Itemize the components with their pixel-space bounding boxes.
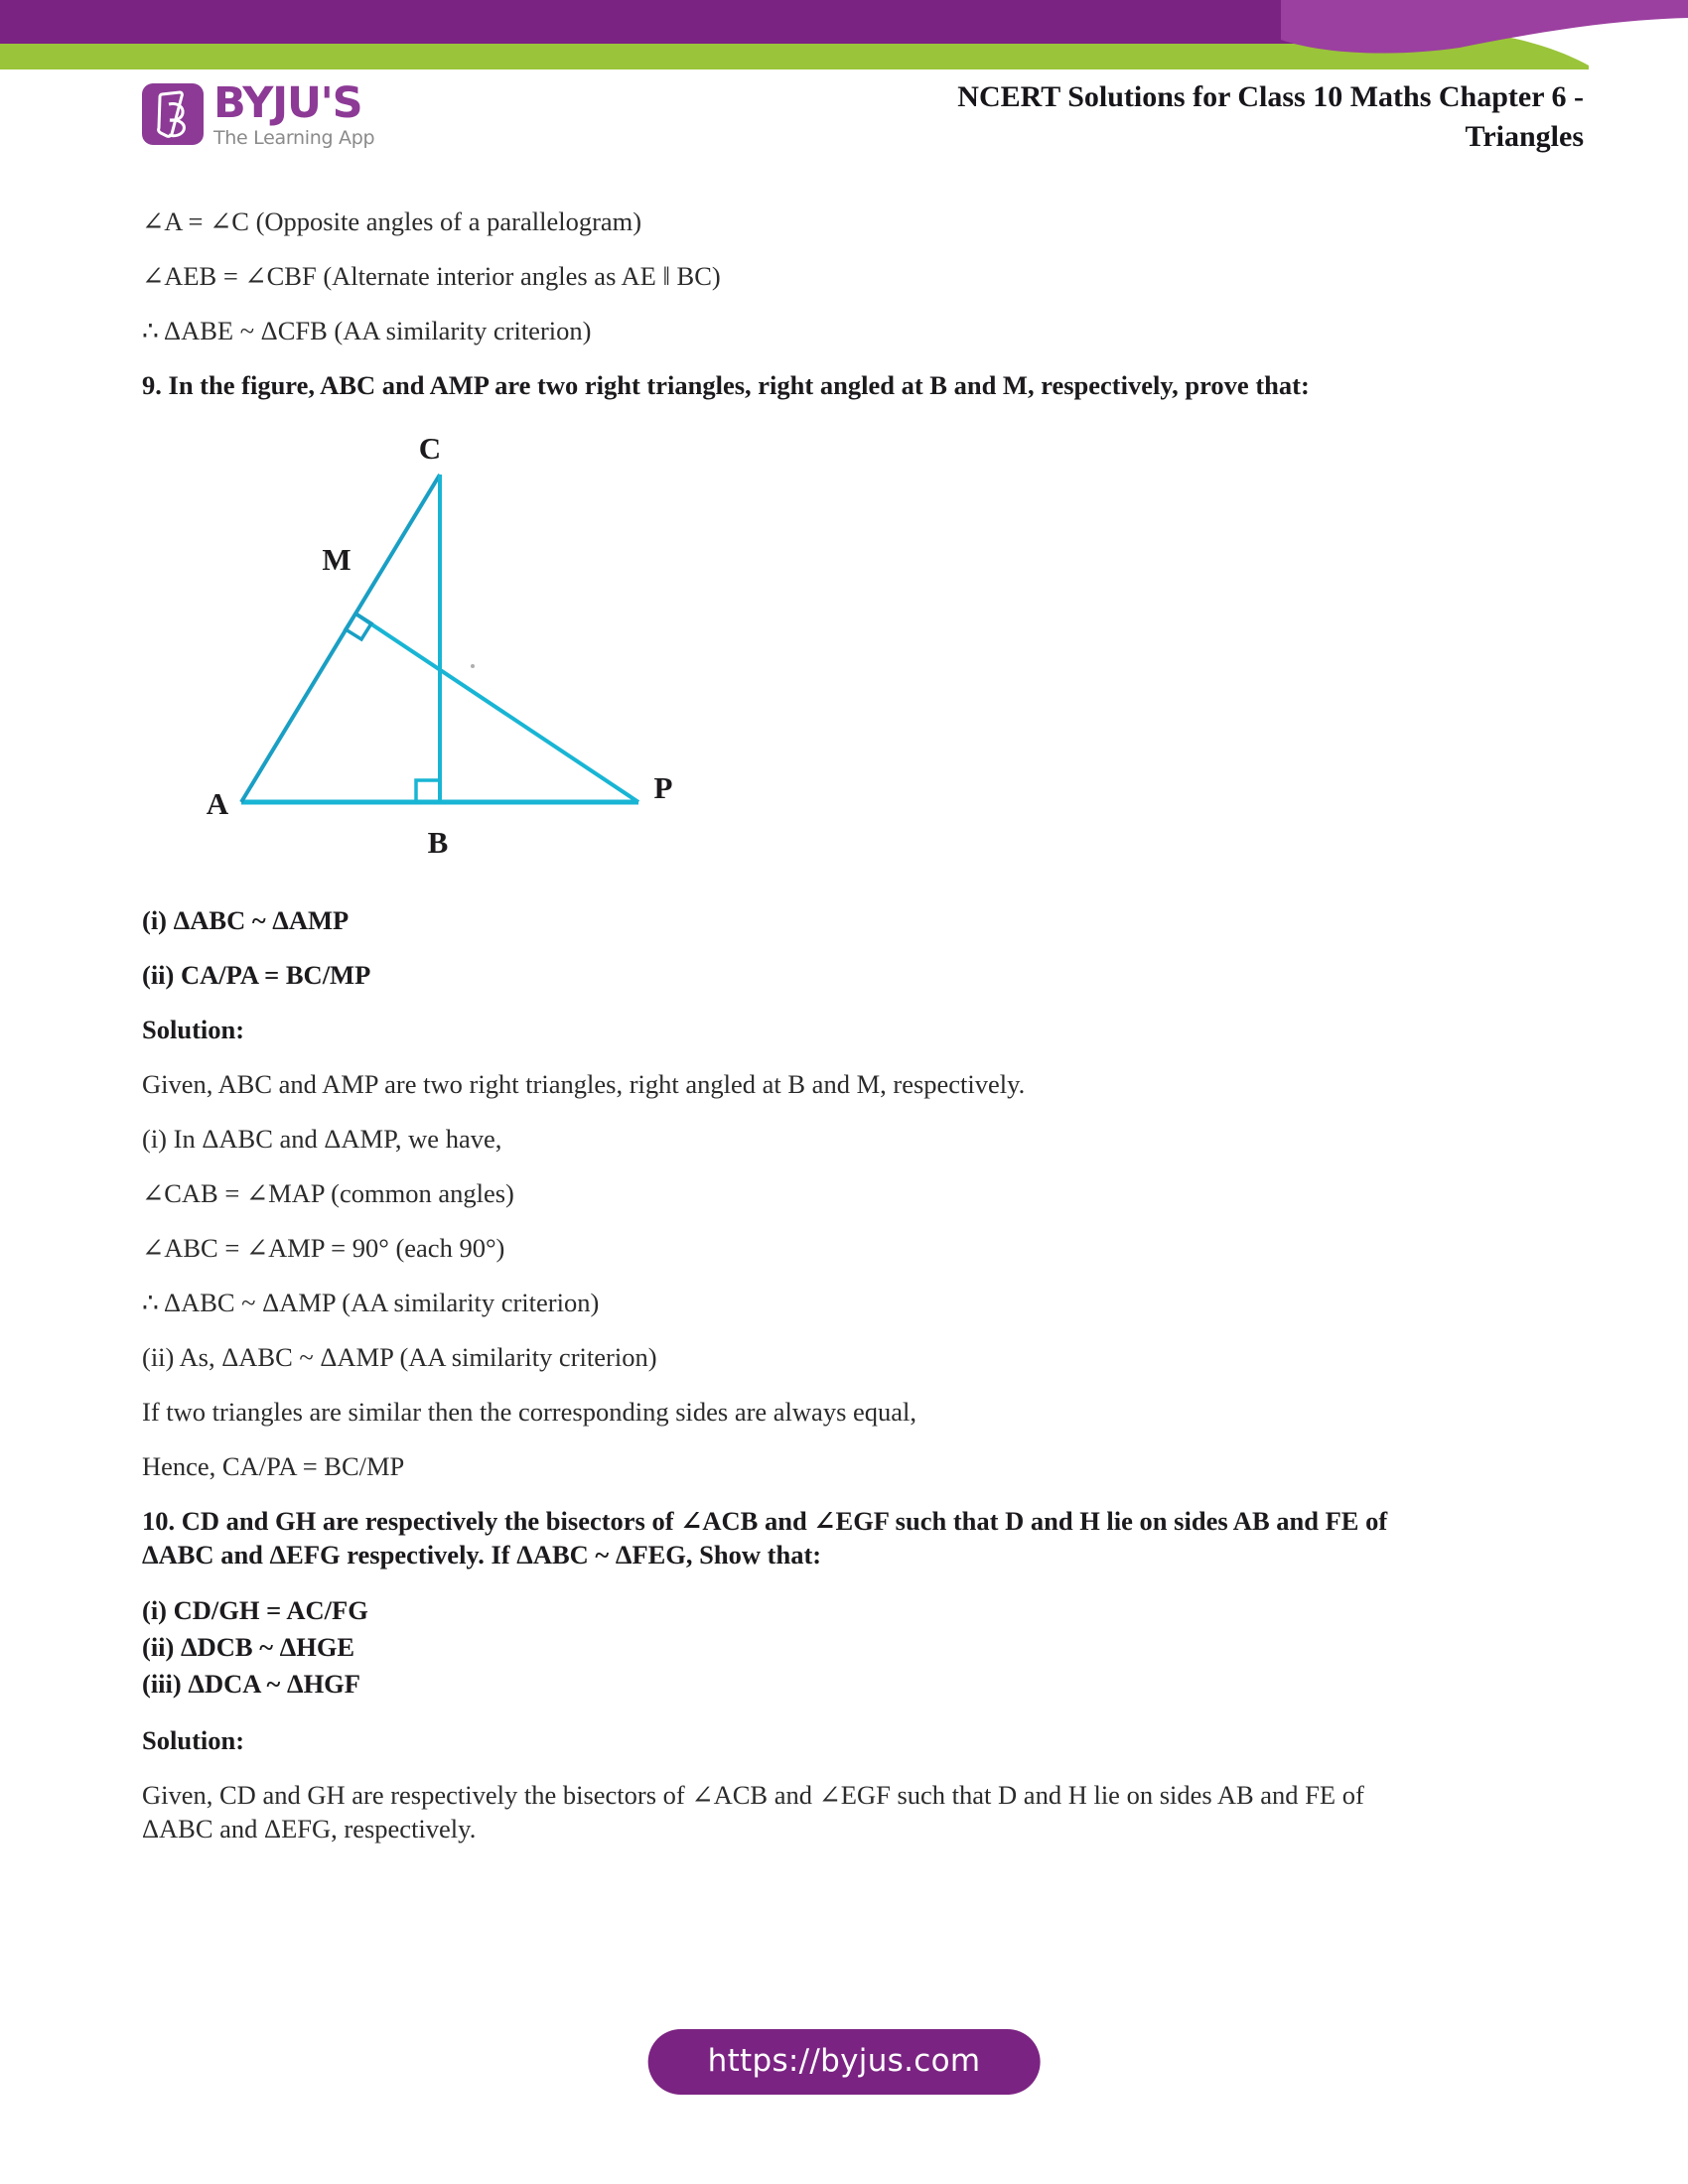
figure-label-P: P	[653, 770, 673, 805]
byjus-url-button[interactable]: https://byjus.com	[648, 2029, 1041, 2095]
header-purple-band	[0, 0, 1688, 48]
logo-tagline: The Learning App	[213, 127, 375, 149]
q9-solution-common-angles: ∠CAB = ∠MAP (common angles)	[142, 1178, 514, 1208]
solution-label-2: Solution:	[142, 1725, 245, 1755]
header-purple-swoosh	[1281, 0, 1688, 54]
q10-part-iii: (iii) ΔDCA ~ ΔHGF	[142, 1669, 360, 1699]
q9-solution-i-intro: (i) In ΔABC and ΔAMP, we have,	[142, 1124, 502, 1154]
q9-solution-ii-intro: (ii) As, ΔABC ~ ΔAMP (AA similarity criterion)	[142, 1342, 657, 1372]
page-title-line1: NCERT Solutions for Class 10 Maths Chapter 6 -	[957, 80, 1584, 113]
q10-given-line1: Given, CD and GH are respectively the bisectors of ∠ACB and ∠EGF such that D and H lie on sides AB and FE of	[142, 1780, 1364, 1810]
document-body	[142, 205, 1552, 1866]
question-9-heading: 9. In the figure, ABC and AMP are two right triangles, right angled at B and M, respectively, prove that:	[142, 370, 1310, 400]
figure-label-B: B	[427, 825, 449, 860]
byjus-b-logo-icon	[142, 83, 204, 145]
q10-part-i: (i) CD/GH = AC/FG	[142, 1595, 368, 1625]
header-green-band-2	[0, 28, 1534, 58]
figure-label-A: A	[206, 786, 229, 821]
page-footer	[0, 1995, 1688, 2184]
q10-given-line2: ΔABC and ΔEFG, respectively.	[142, 1814, 477, 1843]
q9-solution-conclusion: ∴ ΔABC ~ ΔAMP (AA similarity criterion)	[142, 1288, 600, 1317]
q9-part-ii: (ii) CA/PA = BC/MP	[142, 960, 371, 990]
logo-wordmark	[213, 78, 375, 150]
figure-label-M: M	[322, 542, 352, 577]
figure-label-C: C	[418, 431, 442, 466]
solution-label-1: Solution:	[142, 1015, 245, 1044]
question-10-heading-line1: 10. CD and GH are respectively the bisectors of ∠ACB and ∠EGF such that D and H lie on sides AB and FE of	[142, 1506, 1388, 1536]
q9-given: Given, ABC and AMP are two right triangles, right angled at B and M, respectively.	[142, 1069, 1026, 1099]
q9-solution-right-angles: ∠ABC = ∠AMP = 90° (each 90°)	[142, 1233, 505, 1263]
statement-angle-aeb: ∠AEB = ∠CBF (Alternate interior angles as AE ‖ BC)	[142, 261, 721, 291]
page-title	[829, 77, 1584, 157]
q10-part-ii: (ii) ΔDCB ~ ΔHGE	[142, 1632, 355, 1662]
right-triangles-abc-amp-diagram	[142, 423, 837, 889]
q9-solution-ii-body: If two triangles are similar then the corresponding sides are always equal,	[142, 1397, 917, 1427]
figure-dot-artifact	[471, 664, 475, 668]
byjus-logo	[142, 78, 375, 150]
q9-part-i: (i) ΔABC ~ ΔAMP	[142, 905, 350, 935]
header-decoration	[0, 0, 1688, 69]
masthead	[0, 77, 1688, 187]
page-title-line2: Triangles	[1465, 120, 1584, 153]
question-10-heading-line2: ΔABC and ΔEFG respectively. If ΔABC ~ ΔFEG, Show that:	[142, 1540, 822, 1570]
logo-name: BYJU'S	[213, 78, 362, 128]
q9-solution-ii-hence: Hence, CA/PA = BC/MP	[142, 1451, 405, 1481]
statement-similar-abe-cfb: ∴ ΔABE ~ ΔCFB (AA similarity criterion)	[142, 316, 592, 345]
statement-angle-a-equals-c: ∠A = ∠C (Opposite angles of a parallelogram)	[142, 206, 642, 236]
header-green-band	[0, 28, 1589, 69]
